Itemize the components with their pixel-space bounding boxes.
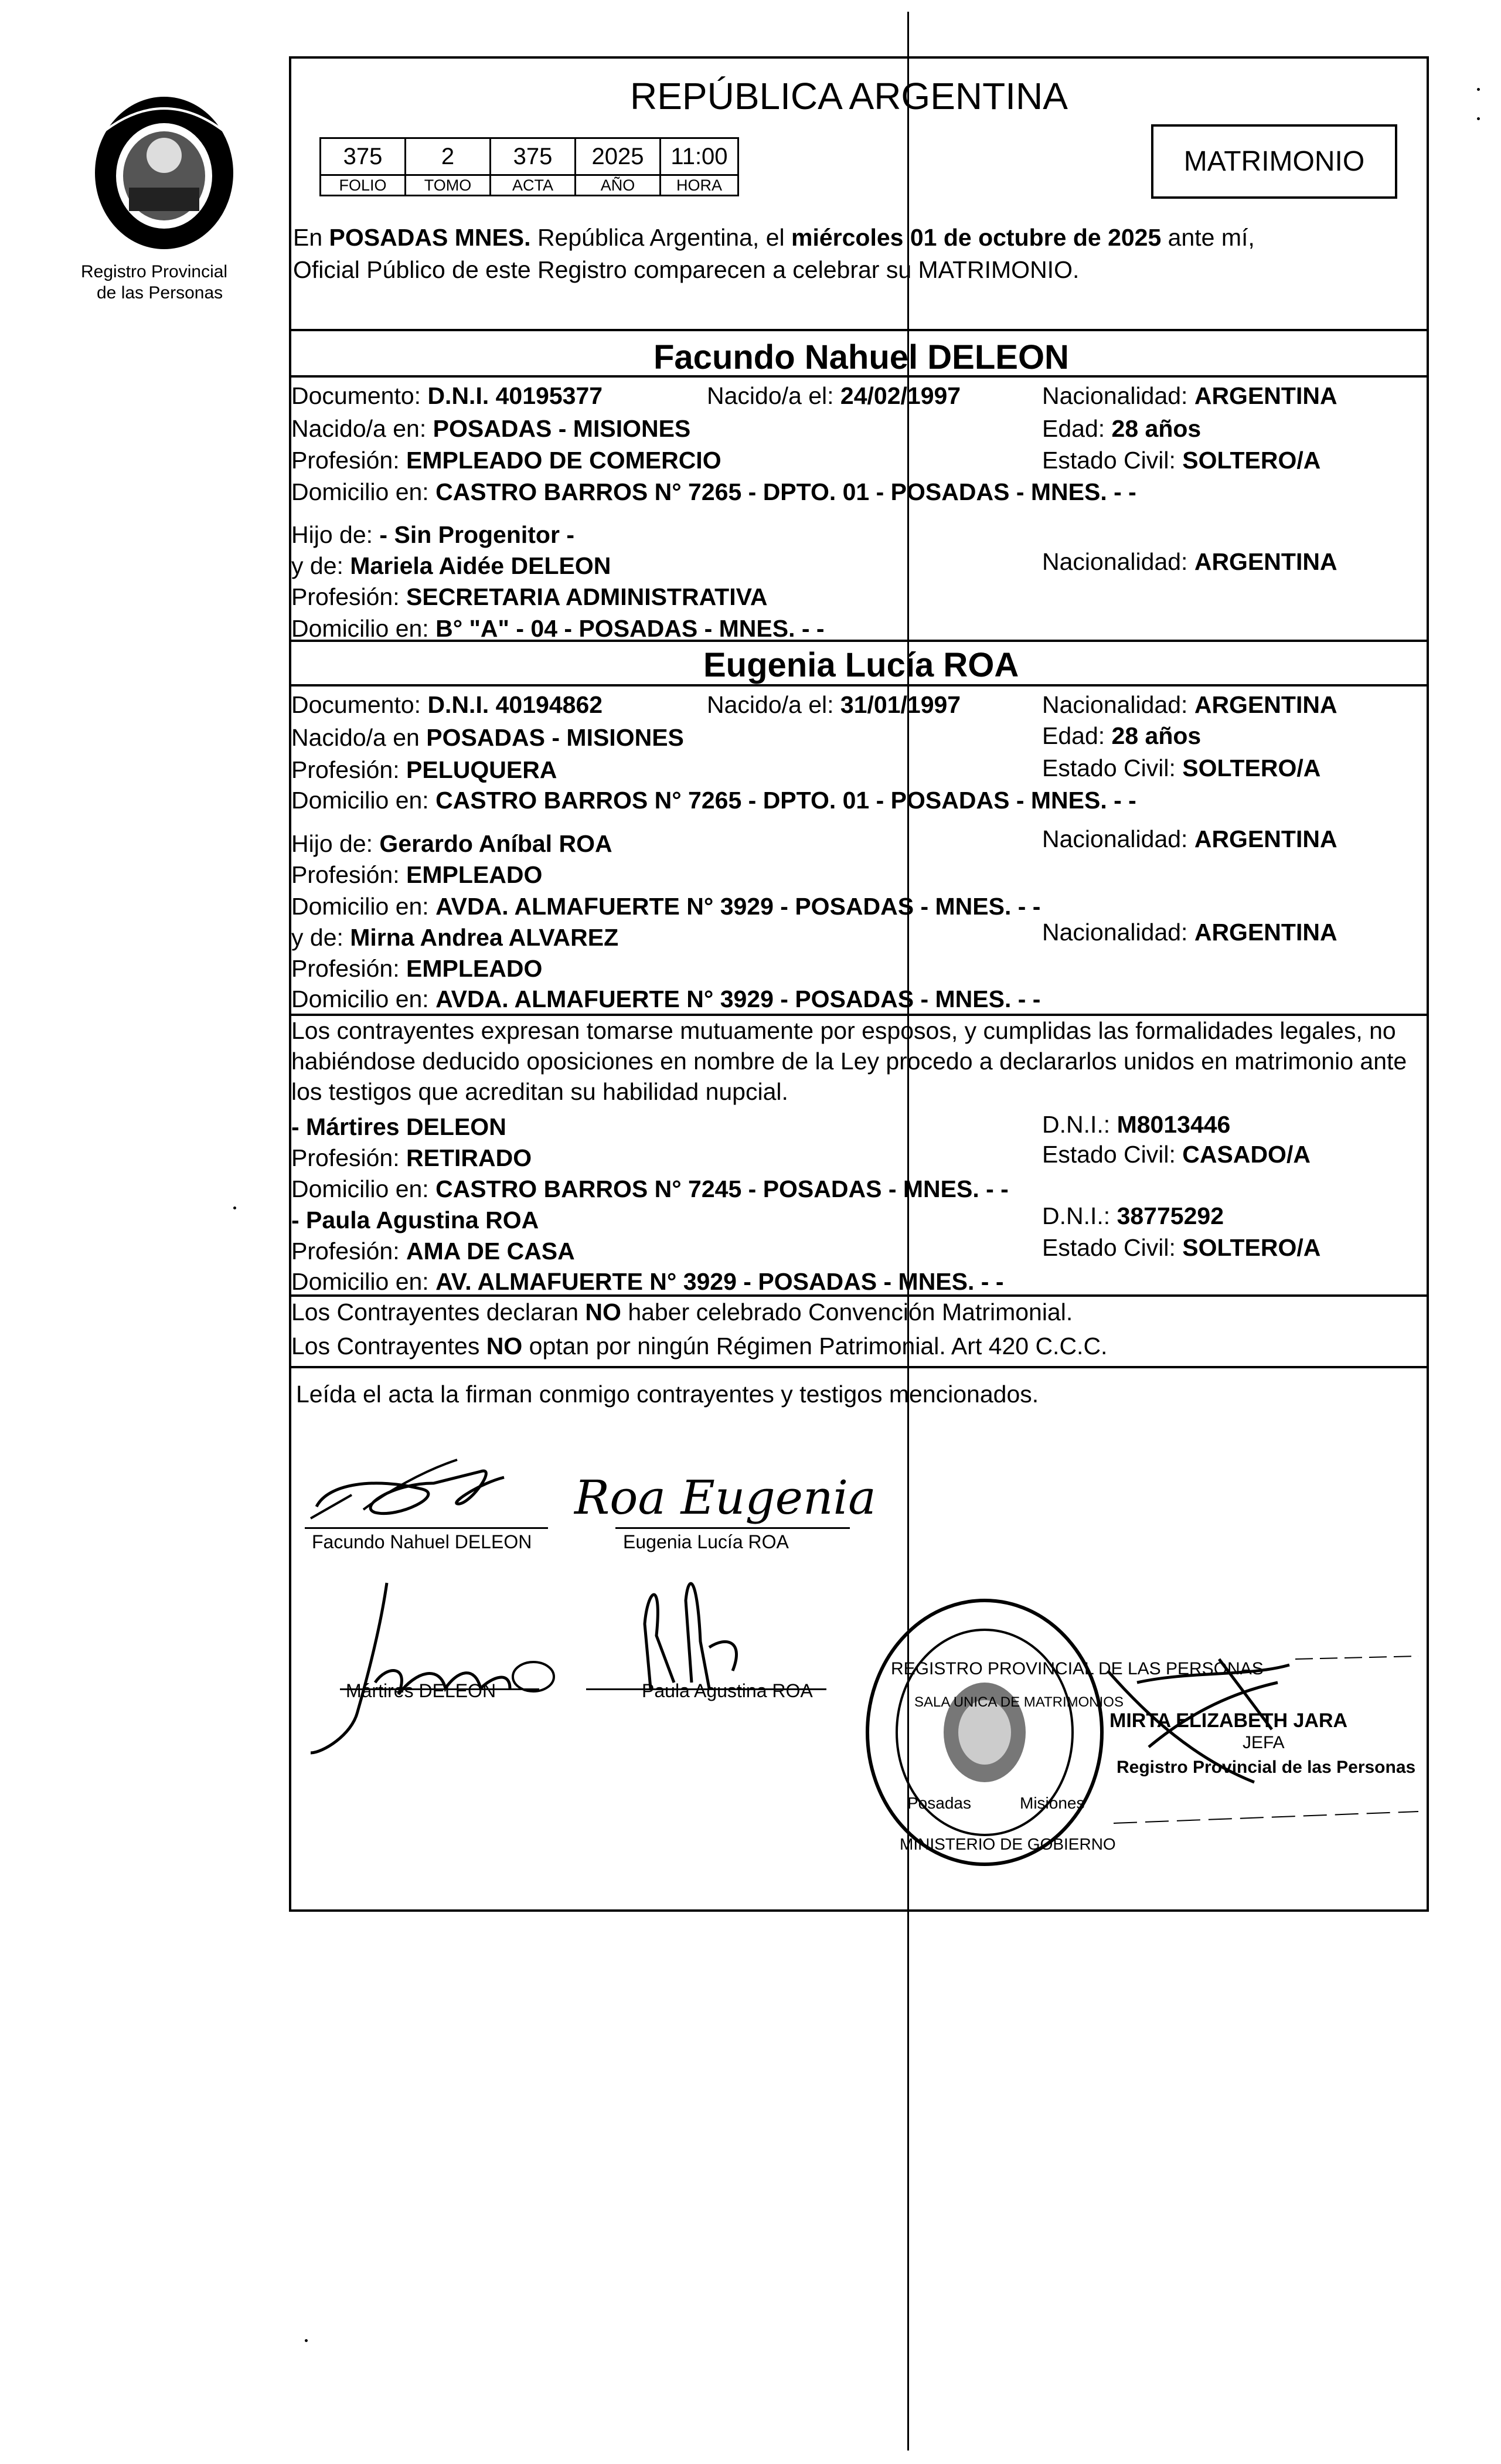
- witness1-name: - Mártires DELEON: [291, 1113, 506, 1140]
- intro-place: POSADAS MNES.: [329, 224, 531, 251]
- text: Los Contrayentes declaran: [291, 1299, 586, 1326]
- value: SOLTERO/A: [1182, 755, 1321, 781]
- value: 24/02/1997: [840, 382, 961, 409]
- label: Domicilio en:: [291, 985, 436, 1012]
- officer-role: JEFA: [1243, 1733, 1285, 1752]
- spouse1-mother-nat: [1042, 547, 1337, 576]
- text: NO: [585, 1299, 621, 1326]
- label: Hijo de:: [291, 830, 380, 857]
- label: Nacido/a el:: [707, 691, 840, 718]
- document-title: REPÚBLICA ARGENTINA: [630, 75, 1068, 117]
- label: Domicilio en:: [291, 478, 436, 505]
- spouse2-father-dom: [291, 892, 1040, 921]
- label: Estado Civil:: [1042, 1141, 1183, 1168]
- intro-text: En: [293, 224, 329, 251]
- witness1-dni: [1042, 1110, 1230, 1139]
- hora-label: HORA: [661, 175, 738, 196]
- signature-line: [305, 1527, 548, 1529]
- spouse1-mother-prof: [291, 582, 768, 611]
- seal-inner-text: SALA UNICA DE MATRIMONIOS: [914, 1694, 1124, 1710]
- label: y de:: [291, 924, 350, 951]
- spouse1-doc: [291, 381, 603, 410]
- hora-value: 11:00: [661, 138, 738, 175]
- label: Edad:: [1042, 415, 1112, 442]
- value: B° "A" - 04 - POSADAS - MNES. - -: [435, 615, 825, 642]
- value: D.N.I. 40195377: [427, 382, 603, 409]
- label: Profesión:: [291, 1144, 406, 1171]
- scan-speck: [233, 1206, 236, 1209]
- value: 28 años: [1111, 415, 1202, 442]
- spouse1-civil: [1042, 446, 1320, 475]
- tomo-label: TOMO: [406, 175, 491, 196]
- seal-right-text: Misiones: [1020, 1794, 1085, 1812]
- value: 38775292: [1117, 1202, 1224, 1229]
- label: Profesión:: [291, 955, 406, 982]
- value: 31/01/1997: [840, 691, 961, 718]
- value: POSADAS - MISIONES: [433, 415, 691, 442]
- spouse1-age: [1042, 414, 1201, 443]
- signature-label-paula: Paula Agustina ROA: [642, 1680, 813, 1701]
- text: optan por ningún Régimen Patrimonial. Art 420 C.C.C.: [522, 1333, 1108, 1360]
- section-divider: [289, 684, 1429, 686]
- declaration-line1: Los contrayentes expresan tomarse mutuamente por esposos, y cumplidas las formalidades legales, no: [291, 1017, 1396, 1044]
- logo-caption-line1: Registro Provincial: [81, 262, 228, 281]
- value: CASTRO BARROS N° 7265 - DPTO. 01 - POSADAS - MNES. - -: [435, 478, 1136, 505]
- signature-line: [615, 1527, 850, 1529]
- label: Profesión:: [291, 1238, 406, 1265]
- witness1-dom: [291, 1174, 1009, 1204]
- spouse1-mother: [291, 551, 611, 580]
- spouse2-birthplace: [291, 723, 684, 752]
- spouse2-mother: [291, 923, 618, 952]
- intro-text: República Argentina, el: [530, 224, 792, 251]
- label: Nacionalidad:: [1042, 691, 1194, 718]
- signature-label-eugenia: Eugenia Lucía ROA: [623, 1531, 789, 1552]
- label: Documento:: [291, 691, 428, 718]
- text: haber celebrado Convención Matrimonial.: [621, 1299, 1073, 1326]
- spouse1-father: [291, 520, 574, 549]
- spouse1-prof: [291, 446, 721, 475]
- record-table: [319, 137, 739, 196]
- label: Domicilio en:: [291, 615, 436, 642]
- fold-line: [907, 12, 909, 2451]
- spouse2-nat: [1042, 690, 1337, 719]
- act-type-box: MATRIMONIO: [1151, 124, 1397, 199]
- value: AV. ALMAFUERTE N° 3929 - POSADAS - MNES. - -: [435, 1268, 1004, 1295]
- text: NO: [486, 1333, 523, 1360]
- label: Domicilio en:: [291, 787, 436, 814]
- acta-label: ACTA: [491, 175, 576, 196]
- signature-eugenia: Roa Eugenia: [574, 1470, 876, 1525]
- value: ARGENTINA: [1194, 691, 1337, 718]
- witness2-prof: [291, 1236, 575, 1266]
- value: - Sin Progenitor -: [379, 521, 574, 548]
- value: PELUQUERA: [406, 756, 557, 783]
- value: Mirna Andrea ALVAREZ: [350, 924, 619, 951]
- label: Profesión:: [291, 756, 406, 783]
- closing-text: Leída el acta la firman conmigo contrayentes y testigos mencionados.: [296, 1381, 1039, 1408]
- intro-date: miércoles 01 de octubre de 2025: [791, 224, 1162, 251]
- spouse2-father-prof: [291, 860, 542, 889]
- spouse1-birthplace: [291, 414, 690, 443]
- value: EMPLEADO DE COMERCIO: [406, 447, 721, 474]
- label: Profesión:: [291, 447, 406, 474]
- label: Estado Civil:: [1042, 1234, 1183, 1261]
- officer-name: MIRTA ELIZABETH JARA: [1109, 1709, 1348, 1732]
- signature-martires: [299, 1577, 580, 1765]
- value: SOLTERO/A: [1182, 1234, 1321, 1261]
- spouse2-age: [1042, 721, 1201, 750]
- scan-speck: [1477, 117, 1480, 120]
- officer-office: Registro Provincial de las Personas: [1117, 1758, 1416, 1777]
- label: Nacido/a en:: [291, 415, 433, 442]
- spouse1-name: Facundo Nahuel DELEON: [654, 338, 1069, 376]
- spouse2-mother-prof: [291, 954, 542, 983]
- declaration-line3: los testigos que acreditan su habilidad nupcial.: [291, 1078, 788, 1105]
- spouse2-born: [707, 690, 961, 719]
- value: D.N.I. 40194862: [427, 691, 603, 718]
- acta-value: 375: [491, 138, 576, 175]
- section-divider: [289, 1366, 1429, 1368]
- signature-label-facundo: Facundo Nahuel DELEON: [312, 1531, 532, 1552]
- anio-label: AÑO: [576, 175, 661, 196]
- label: D.N.I.:: [1042, 1111, 1117, 1138]
- label: Nacionalidad:: [1042, 919, 1194, 946]
- intro-text: ante mí,: [1161, 224, 1255, 251]
- label: Nacionalidad:: [1042, 825, 1194, 852]
- value: M8013446: [1117, 1111, 1231, 1138]
- tomo-value: 2: [406, 138, 491, 175]
- section-divider: [289, 329, 1429, 331]
- seal-bottom-text: MINISTERIO DE GOBIERNO: [900, 1835, 1116, 1853]
- value: SOLTERO/A: [1182, 447, 1321, 474]
- witness2-civil: [1042, 1233, 1320, 1262]
- label: Domicilio en:: [291, 1175, 436, 1202]
- label: Domicilio en:: [291, 1268, 436, 1295]
- spouse2-father-nat: [1042, 824, 1337, 854]
- spouse2-prof: [291, 755, 557, 784]
- spouse1-born: [707, 381, 961, 410]
- scan-speck: [1477, 88, 1480, 91]
- spouse2-father: [291, 829, 612, 858]
- signature-facundo: [305, 1448, 551, 1536]
- spouse2-doc: [291, 690, 603, 719]
- value: EMPLEADO: [406, 861, 543, 888]
- label: Profesión:: [291, 583, 406, 610]
- value: 28 años: [1111, 722, 1202, 749]
- label: Estado Civil:: [1042, 447, 1183, 474]
- label: Estado Civil:: [1042, 755, 1183, 781]
- value: CASTRO BARROS N° 7245 - POSADAS - MNES. - -: [435, 1175, 1009, 1202]
- label: Nacionalidad:: [1042, 548, 1194, 575]
- label: Nacionalidad:: [1042, 382, 1194, 409]
- value: EMPLEADO: [406, 955, 543, 982]
- spouse2-name: Eugenia Lucía ROA: [703, 646, 1019, 684]
- folio-value: 375: [321, 138, 406, 175]
- value: CASTRO BARROS N° 7265 - DPTO. 01 - POSADAS - MNES. - -: [435, 787, 1136, 814]
- section-divider: [289, 375, 1429, 378]
- label: Nacido/a en: [291, 724, 427, 751]
- value: POSADAS - MISIONES: [426, 724, 684, 751]
- convention-line1: [291, 1297, 1073, 1327]
- spouse2-mother-dom: [291, 984, 1040, 1014]
- label: Hijo de:: [291, 521, 380, 548]
- convention-line2: [291, 1331, 1107, 1361]
- seal-left-text: Posadas: [907, 1794, 971, 1812]
- value: CASADO/A: [1182, 1141, 1311, 1168]
- logo-caption-line2: de las Personas: [97, 283, 223, 303]
- witness1-prof: [291, 1143, 532, 1172]
- official-seal: [856, 1589, 1114, 1876]
- value: ARGENTINA: [1194, 382, 1337, 409]
- label: Nacido/a el:: [707, 382, 840, 409]
- label: Domicilio en:: [291, 893, 436, 920]
- spouse2-civil: [1042, 753, 1320, 783]
- value: Mariela Aidée DELEON: [350, 552, 611, 579]
- label: y de:: [291, 552, 350, 579]
- value: ARGENTINA: [1194, 548, 1337, 575]
- text: Los Contrayentes: [291, 1333, 486, 1360]
- spouse1-mother-dom: [291, 614, 825, 643]
- value: RETIRADO: [406, 1144, 532, 1171]
- spouse1-dom: [291, 477, 1136, 507]
- spouse2-dom: [291, 786, 1136, 815]
- label: Edad:: [1042, 722, 1112, 749]
- value: SECRETARIA ADMINISTRATIVA: [406, 583, 768, 610]
- witness2-dni: [1042, 1201, 1224, 1231]
- spouse1-nat: [1042, 381, 1337, 410]
- value: Gerardo Aníbal ROA: [379, 830, 612, 857]
- witness2-name: - Paula Agustina ROA: [291, 1206, 539, 1233]
- section-divider: [289, 640, 1429, 642]
- value: ARGENTINA: [1194, 919, 1337, 946]
- witness2-dom: [291, 1267, 1003, 1296]
- intro-line1: [293, 223, 1255, 252]
- anio-value: 2025: [576, 138, 661, 175]
- value: AVDA. ALMAFUERTE N° 3929 - POSADAS - MNES. - -: [435, 985, 1041, 1012]
- label: Documento:: [291, 382, 428, 409]
- intro-line2: Oficial Público de este Registro comparecen a celebrar su MATRIMONIO.: [293, 256, 1080, 283]
- folio-label: FOLIO: [321, 175, 406, 196]
- signature-label-martires: Mártires DELEON: [346, 1680, 496, 1701]
- value: AVDA. ALMAFUERTE N° 3929 - POSADAS - MNES. - -: [435, 893, 1041, 920]
- spouse2-mother-nat: [1042, 917, 1337, 947]
- seal-top-text: REGISTRO PROVINCIAL DE LAS PERSONAS: [891, 1659, 1264, 1678]
- value: ARGENTINA: [1194, 825, 1337, 852]
- scan-speck: [305, 2339, 308, 2342]
- witness1-civil: [1042, 1140, 1311, 1169]
- section-divider: [289, 1294, 1429, 1297]
- declaration-line2: habiéndose deducido oposiciones en nombre de la Ley procedo a declararlos unidos en matrimonio ante: [291, 1048, 1407, 1075]
- label: Profesión:: [291, 861, 406, 888]
- label: D.N.I.:: [1042, 1202, 1117, 1229]
- value: AMA DE CASA: [406, 1238, 575, 1265]
